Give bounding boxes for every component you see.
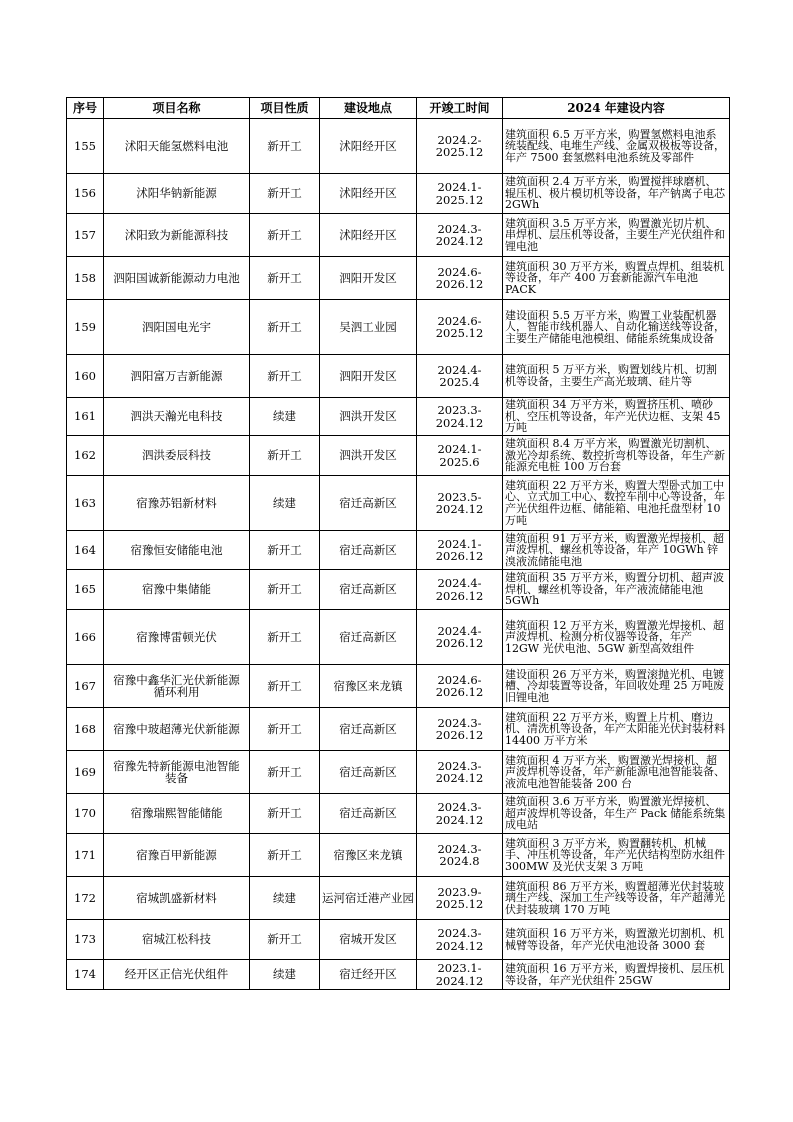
table-row: [67, 355, 730, 398]
table-row: [67, 960, 730, 990]
cell-project-name: 沭阳华钠新能源: [104, 174, 250, 214]
header-location: 建设地点: [320, 98, 417, 119]
cell-period: 2024.6-2026.12: [417, 257, 503, 300]
cell-no: 164: [67, 531, 104, 570]
table-row: [67, 531, 730, 570]
cell-project-type: 续建: [250, 960, 320, 990]
cell-no: 174: [67, 960, 104, 990]
table-header-row: [67, 98, 730, 119]
cell-project-name: 泗阳国电光宇: [104, 300, 250, 355]
cell-project-type: 新开工: [250, 436, 320, 476]
cell-content: 建筑面积 12 万平方米，购置激光焊接机、超声波焊机、检测分析仪器等设备，年产 12GW 光伏电池、5GW 新型高效组件: [503, 610, 730, 665]
cell-no: 169: [67, 751, 104, 794]
cell-project-type: 新开工: [250, 119, 320, 174]
cell-location: 宿迁高新区: [320, 610, 417, 665]
cell-project-type: 新开工: [250, 751, 320, 794]
cell-project-name: 宿豫中鑫华汇光伏新能源循环利用: [104, 665, 250, 708]
cell-period: 2023.3-2024.12: [417, 398, 503, 436]
cell-no: 165: [67, 570, 104, 610]
cell-project-type: 新开工: [250, 665, 320, 708]
cell-period: 2023.1-2024.12: [417, 960, 503, 990]
cell-location: 宿豫区来龙镇: [320, 834, 417, 877]
cell-content: 建设面积 5.5 万平方米，购置工业装配机器人，智能市线机器人、自动化输送线等设备，主要生产储能电池模组、储能系统集成设备: [503, 300, 730, 355]
cell-no: 168: [67, 708, 104, 751]
cell-period: 2024.1-2026.12: [417, 531, 503, 570]
cell-period: 2024.1-2025.6: [417, 436, 503, 476]
cell-content: 建筑面积 4 万平方米，购置激光焊接机、超声波焊机等设备，年产新能源电池智能装备、液流电池智能装备 200 台: [503, 751, 730, 794]
cell-project-type: 新开工: [250, 570, 320, 610]
cell-content: 建筑面积 30 万平方米，购置点焊机、组装机等设备，年产 400 万套新能源汽车电池 PACK: [503, 257, 730, 300]
cell-no: 171: [67, 834, 104, 877]
cell-project-type: 新开工: [250, 257, 320, 300]
cell-no: 170: [67, 794, 104, 834]
cell-location: 泗洪开发区: [320, 436, 417, 476]
cell-content: 建筑面积 16 万平方米，购置焊接机、层压机等设备，年产光伏组件 25GW: [503, 960, 730, 990]
table-row: [67, 214, 730, 257]
cell-no: 161: [67, 398, 104, 436]
cell-project-type: 新开工: [250, 920, 320, 960]
cell-no: 160: [67, 355, 104, 398]
table-row: [67, 751, 730, 794]
cell-location: 宿迁高新区: [320, 708, 417, 751]
cell-no: 173: [67, 920, 104, 960]
table-row: [67, 398, 730, 436]
cell-project-name: 宿豫百甲新能源: [104, 834, 250, 877]
cell-project-type: 续建: [250, 877, 320, 920]
cell-location: 泗阳开发区: [320, 355, 417, 398]
cell-no: 155: [67, 119, 104, 174]
table-row: [67, 174, 730, 214]
table-row: [67, 570, 730, 610]
cell-no: 172: [67, 877, 104, 920]
cell-project-name: 宿豫中集储能: [104, 570, 250, 610]
cell-project-type: 新开工: [250, 531, 320, 570]
table-row: [67, 257, 730, 300]
cell-project-name: 泗洪天瀚光电科技: [104, 398, 250, 436]
cell-project-name: 经开区正信光伏组件: [104, 960, 250, 990]
cell-period: 2024.4-2026.12: [417, 570, 503, 610]
cell-project-type: 新开工: [250, 300, 320, 355]
cell-project-name: 泗阳国诚新能源动力电池: [104, 257, 250, 300]
cell-project-type: 新开工: [250, 355, 320, 398]
table-row: [67, 436, 730, 476]
cell-no: 163: [67, 476, 104, 531]
cell-project-type: 新开工: [250, 214, 320, 257]
cell-project-type: 新开工: [250, 708, 320, 751]
cell-project-name: 宿豫恒安储能电池: [104, 531, 250, 570]
cell-no: 166: [67, 610, 104, 665]
cell-content: 建筑面积 2.4 万平方米，购置搅拌球磨机、辊压机、极片模切机等设备，年产钠离子电芯 2GWh: [503, 174, 730, 214]
header-period: 开竣工时间: [417, 98, 503, 119]
cell-period: 2024.4-2025.4: [417, 355, 503, 398]
cell-period: 2024.3-2024.12: [417, 794, 503, 834]
cell-project-name: 宿豫瑞熙智能储能: [104, 794, 250, 834]
cell-period: 2023.9-2025.12: [417, 877, 503, 920]
cell-location: 沭阳经开区: [320, 119, 417, 174]
table-row: [67, 877, 730, 920]
cell-location: 泗阳开发区: [320, 257, 417, 300]
table-row: [67, 300, 730, 355]
cell-project-name: 泗阳富万吉新能源: [104, 355, 250, 398]
cell-project-name: 宿豫先特新能源电池智能装备: [104, 751, 250, 794]
cell-project-name: 沭阳致为新能源科技: [104, 214, 250, 257]
cell-location: 宿迁经开区: [320, 960, 417, 990]
cell-content: 建筑面积 5 万平方米，购置划线片机、切割机等设备，主要生产高光玻璃、硅片等: [503, 355, 730, 398]
cell-period: 2024.1-2025.12: [417, 174, 503, 214]
cell-location: 吴泗工业园: [320, 300, 417, 355]
cell-content: 建筑面积 34 万平方米，购置挤压机、喷砂机、空压机等设备，年产光伏边框、支架 45 万吨: [503, 398, 730, 436]
cell-no: 157: [67, 214, 104, 257]
cell-period: 2024.6-2026.12: [417, 665, 503, 708]
cell-content: 建筑面积 86 万平方米，购置超薄光伏封装玻璃生产线、深加工生产线等设备，年产超薄光伏封装玻璃 170 万吨: [503, 877, 730, 920]
cell-period: 2024.3-2024.12: [417, 920, 503, 960]
cell-project-type: 续建: [250, 398, 320, 436]
cell-project-name: 宿豫中玻超薄光伏新能源: [104, 708, 250, 751]
cell-location: 宿迁高新区: [320, 794, 417, 834]
table-row: [67, 476, 730, 531]
cell-location: 宿迁高新区: [320, 531, 417, 570]
cell-content: 建筑面积 3.6 万平方米，购置激光焊接机、超声波焊机等设备，年生产 Pack 储能系统集成电站: [503, 794, 730, 834]
cell-no: 162: [67, 436, 104, 476]
cell-period: 2024.2-2025.12: [417, 119, 503, 174]
cell-project-type: 新开工: [250, 174, 320, 214]
table-row: [67, 708, 730, 751]
cell-content: 建筑面积 91 万平方米，购置激光焊接机、超声波焊机、螺丝机等设备，年产 10GWh 锌溴液流储能电池: [503, 531, 730, 570]
table-row: [67, 920, 730, 960]
cell-project-name: 宿城凯盛新材料: [104, 877, 250, 920]
cell-project-type: 续建: [250, 476, 320, 531]
cell-content: 建筑面积 22 万平方米，购置上片机、磨边机、清洗机等设备，年产太阳能光伏封装材料 14400 万平方米: [503, 708, 730, 751]
header-project-type: 项目性质: [250, 98, 320, 119]
cell-period: 2024.3-2026.12: [417, 708, 503, 751]
cell-content: 建筑面积 3 万平方米，购置翻转机、机械手、冲压机等设备，年产光伏结构型防水组件 300MW 及光伏支架 3 万吨: [503, 834, 730, 877]
cell-period: 2024.3-2024.12: [417, 751, 503, 794]
table-row: [67, 119, 730, 174]
cell-project-name: 宿豫苏铝新材料: [104, 476, 250, 531]
cell-period: 2024.6-2025.12: [417, 300, 503, 355]
cell-content: 建筑面积 3.5 万平方米，购置激光切片机、串焊机、层压机等设备，主要生产光伏组件和锂电池: [503, 214, 730, 257]
cell-content: 建筑面积 16 万平方米，购置激光切割机、机械臂等设备，年产光伏电池设备 3000 套: [503, 920, 730, 960]
cell-period: 2024.3-2024.8: [417, 834, 503, 877]
cell-no: 158: [67, 257, 104, 300]
cell-project-type: 新开工: [250, 834, 320, 877]
cell-no: 159: [67, 300, 104, 355]
cell-project-type: 新开工: [250, 610, 320, 665]
cell-location: 宿豫区来龙镇: [320, 665, 417, 708]
cell-content: 建筑面积 22 万平方米，购置大型卧式加工中心、立式加工中心、数控车削中心等设备，年产光伏组件边框、储能箱、电池托盘型材 10 万吨: [503, 476, 730, 531]
cell-project-name: 泗洪委辰科技: [104, 436, 250, 476]
cell-location: 沭阳经开区: [320, 174, 417, 214]
cell-period: 2024.4-2026.12: [417, 610, 503, 665]
cell-location: 宿迁高新区: [320, 476, 417, 531]
table-row: [67, 794, 730, 834]
cell-project-name: 宿城江松科技: [104, 920, 250, 960]
cell-location: 宿城开发区: [320, 920, 417, 960]
cell-project-name: 沭阳天能氢燃料电池: [104, 119, 250, 174]
cell-location: 泗洪开发区: [320, 398, 417, 436]
cell-location: 运河宿迁港产业园: [320, 877, 417, 920]
cell-location: 宿迁高新区: [320, 751, 417, 794]
cell-location: 宿迁高新区: [320, 570, 417, 610]
project-table: [66, 97, 730, 990]
cell-no: 167: [67, 665, 104, 708]
table-row: [67, 610, 730, 665]
table-row: [67, 834, 730, 877]
cell-project-name: 宿豫博雷顿光伏: [104, 610, 250, 665]
header-content: 2024 年建设内容: [503, 98, 730, 119]
cell-content: 建筑面积 8.4 万平方米，购置激光切割机、激光冷却系统、数控折弯机等设备，年生产新能源充电桩 100 万台套: [503, 436, 730, 476]
project-table-page: [66, 97, 729, 990]
cell-period: 2024.3-2024.12: [417, 214, 503, 257]
cell-content: 建设面积 26 万平方米，购置滚抛光机、电镀槽、冷却装置等设备，年回收处理 25 万吨废旧锂电池: [503, 665, 730, 708]
header-project-name: 项目名称: [104, 98, 250, 119]
table-row: [67, 665, 730, 708]
cell-content: 建筑面积 6.5 万平方米，购置氢燃料电池系统装配线、电堆生产线、金属双极板等设备，年产 7500 套氢燃料电池系统及零部件: [503, 119, 730, 174]
cell-no: 156: [67, 174, 104, 214]
header-no: 序号: [67, 98, 104, 119]
cell-location: 沭阳经开区: [320, 214, 417, 257]
cell-content: 建筑面积 35 万平方米，购置分切机、超声波焊机、螺丝机等设备，年产液流储能电池 5GWh: [503, 570, 730, 610]
cell-period: 2023.5-2024.12: [417, 476, 503, 531]
cell-project-type: 新开工: [250, 794, 320, 834]
